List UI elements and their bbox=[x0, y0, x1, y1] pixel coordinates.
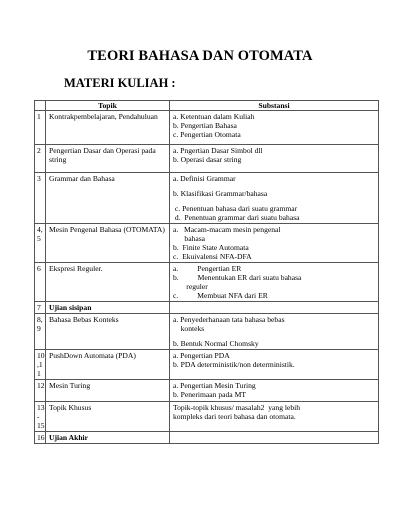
document-title: TEORI BAHASA DAN OTOMATA bbox=[87, 48, 313, 64]
substansi-item: c. Ekuivalensi NFA-DFA bbox=[173, 252, 252, 261]
substansi-item: a. Pengertian PDA bbox=[173, 351, 230, 360]
row-substansi bbox=[170, 302, 379, 314]
row-number: 6 bbox=[35, 263, 46, 302]
table-row bbox=[35, 111, 379, 145]
row-number: 3 bbox=[35, 173, 46, 224]
substansi-item: a. Penyederhanaan tata bahasa bebas bbox=[173, 315, 285, 324]
substansi-item: a. Ketentuan dalam Kuliah bbox=[173, 112, 255, 121]
substansi-item: a. Pengertian Mesin Turing bbox=[173, 381, 256, 390]
row-substansi bbox=[170, 432, 379, 444]
substansi-item: c. Membuat NFA dari ER bbox=[173, 291, 268, 300]
substansi-item: b. Penerimaan pada MT bbox=[173, 390, 246, 399]
substansi-item: b. Klasifikasi Grammar/bahasa bbox=[173, 189, 268, 198]
row-number: 12 bbox=[35, 380, 46, 402]
table-row bbox=[35, 173, 379, 224]
substansi-item: a. Pngertian Dasar Simbol dll bbox=[173, 146, 263, 155]
header-substansi: Substansi bbox=[170, 101, 379, 111]
row-topik: Mesin Pengenal Bahasa (OTOMATA) bbox=[46, 224, 170, 263]
row-substansi bbox=[170, 224, 379, 263]
row-number: 2 bbox=[35, 145, 46, 173]
row-topik: Topik Khusus bbox=[46, 402, 170, 432]
row-topik: Ekspresi Reguler. bbox=[46, 263, 170, 302]
syllabus-table bbox=[34, 100, 379, 444]
section-heading: MATERI KULIAH : bbox=[64, 76, 176, 90]
table-row bbox=[35, 350, 379, 380]
row-number: 13 - 15 bbox=[35, 402, 46, 432]
substansi-item: b. PDA deterministik/non deterministik. bbox=[173, 360, 295, 369]
row-substansi bbox=[170, 145, 379, 173]
substansi-item: Topik-topik khusus/ masalah2 yang lebih bbox=[173, 403, 301, 412]
table-header-row bbox=[35, 101, 379, 111]
substansi-item: d. Penentuan grammar dari suatu bahasa bbox=[173, 213, 300, 222]
substansi-item: a. Pengertian ER bbox=[173, 264, 242, 273]
substansi-item: b. Bentuk Normal Chomsky bbox=[173, 339, 259, 348]
table-row bbox=[35, 263, 379, 302]
substansi-item: b. Operasi dasar string bbox=[173, 155, 242, 164]
substansi-item: b. Finite State Automata bbox=[173, 243, 249, 252]
substansi-item: bahasa bbox=[173, 234, 206, 243]
table-row bbox=[35, 224, 379, 263]
row-number: 7 bbox=[35, 302, 46, 314]
table-row bbox=[35, 380, 379, 402]
row-substansi bbox=[170, 263, 379, 302]
table-row bbox=[35, 314, 379, 350]
row-number: 16 bbox=[35, 432, 46, 444]
row-substansi bbox=[170, 314, 379, 350]
row-number: 4, 5 bbox=[35, 224, 46, 263]
table-body bbox=[35, 111, 379, 444]
substansi-item: c. Pengertian Otomata bbox=[173, 130, 241, 139]
row-number: 1 bbox=[35, 111, 46, 145]
substansi-item: konteks bbox=[173, 324, 205, 333]
row-substansi bbox=[170, 173, 379, 224]
row-topik: Bahasa Bebas Konteks bbox=[46, 314, 170, 350]
substansi-item: reguler bbox=[173, 282, 208, 291]
row-topik: Ujian Akhir bbox=[46, 432, 170, 444]
table-row bbox=[35, 145, 379, 173]
row-number: 8, 9 bbox=[35, 314, 46, 350]
row-topik: PushDown Automata (PDA) bbox=[46, 350, 170, 380]
table-row bbox=[35, 432, 379, 444]
substansi-item: c. Penentuan bahasa dari suatu grammar bbox=[173, 204, 298, 213]
row-topik: Mesin Turing bbox=[46, 380, 170, 402]
substansi-item: a. Definisi Grammar bbox=[173, 174, 236, 183]
row-substansi bbox=[170, 111, 379, 145]
substansi-item: b. Pengertian Bahasa bbox=[173, 121, 237, 130]
substansi-item: b. Menentukan ER dari suatu bahasa bbox=[173, 273, 302, 282]
row-topik: Ujian sisipan bbox=[46, 302, 170, 314]
row-substansi bbox=[170, 402, 379, 432]
row-topik: Kontrakpembelajaran, Pendahuluan bbox=[46, 111, 170, 145]
substansi-item: a. Macam-macam mesin pengenal bbox=[173, 225, 281, 234]
header-topik: Topik bbox=[46, 101, 170, 111]
row-substansi bbox=[170, 380, 379, 402]
row-topik: Grammar dan Bahasa bbox=[46, 173, 170, 224]
table-row bbox=[35, 402, 379, 432]
header-no bbox=[35, 101, 46, 111]
row-topik: Pengertian Dasar dan Operasi pada string bbox=[46, 145, 170, 173]
table-row bbox=[35, 302, 379, 314]
row-substansi bbox=[170, 350, 379, 380]
row-number: 10 ,1 1 bbox=[35, 350, 46, 380]
substansi-item: kompleks dari teori bahasa dan otomata. bbox=[173, 412, 296, 421]
